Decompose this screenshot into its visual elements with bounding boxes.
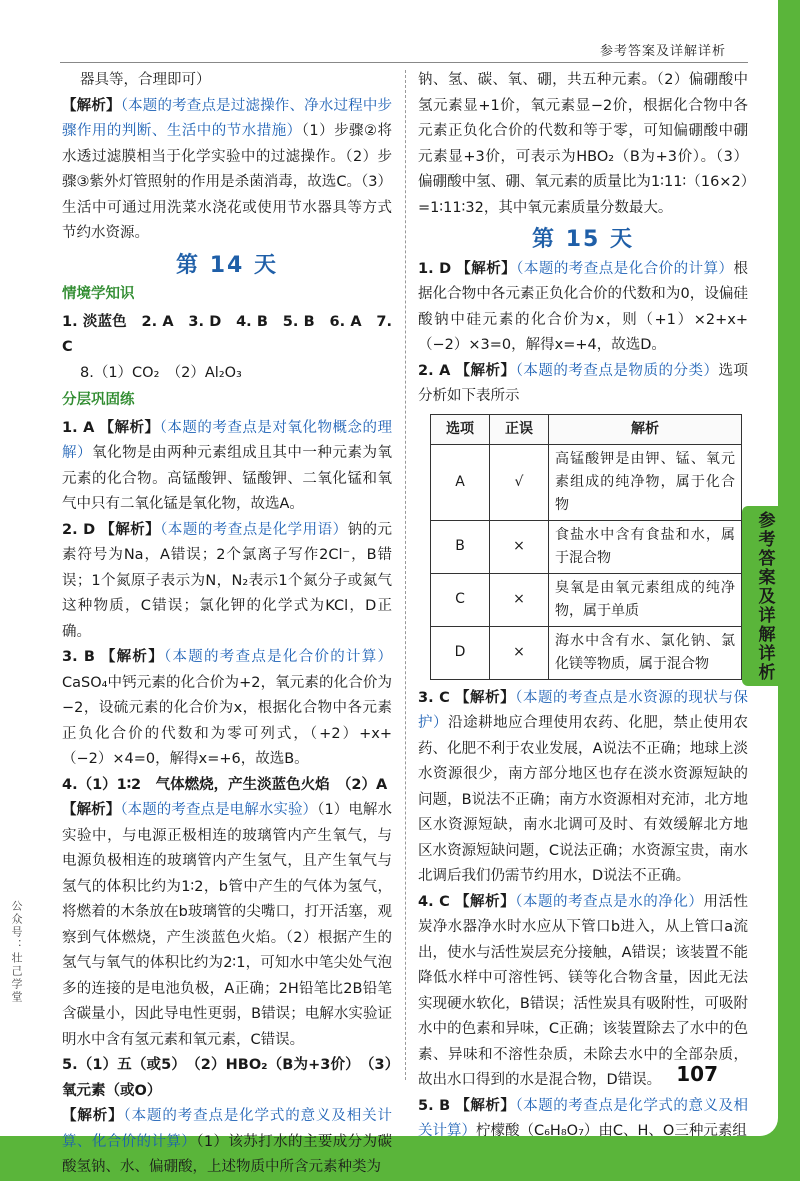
question-5-answer: 5.（1）五（或5） （2）HBO₂（B为+3价） （3）氧元素（或O）	[62, 1057, 392, 1099]
analysis-text: 沿途耕地应合理使用农药、化肥，禁止使用农药、化肥不利于农业发展，A说法不正确；地球上淡水资源很少，南方部分地区也存在淡水资源短缺的问题，B说法不正确；南方水资源相对充沛，北方地区水资源短缺，南水北调可及时、有效缓解北方地区水资源短缺问题，C说法正确；水资源宝贵，南水北调后我们仍需节约用水，D说法不正确。	[418, 715, 749, 884]
key-point: （本题的考查点是化学式的意义及相关计算）	[418, 1097, 749, 1139]
question-number: 3. C	[418, 689, 450, 706]
question-number: 1. D	[418, 260, 452, 277]
analysis-text: 氧化物是由两种元素组成且其中一种元素为氧元素的化合物。高锰酸钾、锰酸钾、二氧化锰和氧气中只有二氧化锰是氧化物，故选A。	[62, 445, 393, 512]
question-number: 3. B	[62, 649, 95, 665]
continued-text: 器具等，合理即可）	[80, 72, 211, 88]
key-point: （本题的考查点是化合价的计算）	[163, 649, 393, 665]
table-row	[431, 444, 742, 520]
header-rule	[60, 62, 748, 63]
analysis-tag: 【解析】	[455, 1097, 516, 1114]
key-point: （本题的考查点是过滤操作、净水过程中步骤作用的判断、生活中的节水措施）	[62, 97, 393, 139]
question-1	[418, 257, 748, 359]
question-5	[418, 1094, 748, 1145]
column-divider	[405, 70, 406, 1080]
analysis-text: CaSO₄中钙元素的化合价为+2，氧元素的化合价为−2，设硫元素的化合价为x，根据化合物中各元素正负化合价的代数和为零可列式，（+2）+x+（−2）×4=0，解得x=+6，故选B。	[62, 674, 392, 767]
table-header-row	[431, 414, 742, 444]
day-15-title: 第 15 天	[532, 227, 634, 252]
analysis-tag: 【解析】	[455, 362, 516, 379]
table-row	[431, 626, 742, 679]
key-point: （本题的考查点是物质的分类）	[515, 362, 719, 379]
analysis-text: 选项分析如下表所示	[418, 362, 749, 404]
table-row	[431, 573, 742, 626]
watermark: 公众号：壮己学堂	[10, 900, 23, 1004]
key-point: （本题的考查点是化合价的计算）	[516, 260, 734, 277]
analysis-tag: 【解析】	[100, 649, 164, 665]
table-cell: D	[431, 626, 490, 679]
answer-8: 8.（1）CO₂ （2）Al₂O₃	[80, 364, 242, 381]
analysis-tag: 【解析】	[454, 893, 516, 910]
page-header: 参考答案及详解详析	[599, 44, 726, 59]
table-header: 选项	[431, 414, 490, 444]
section-situational: 情境学知识	[62, 286, 135, 302]
side-tab-label: 参考答案及详解详析	[754, 510, 775, 682]
question-number: 5. B	[418, 1097, 451, 1114]
analysis-table	[430, 414, 742, 680]
table-cell: C	[431, 573, 490, 626]
analysis-text: 柠檬酸（C₆H₈O₇）由C、H、O三种元素组	[476, 1123, 747, 1139]
analysis-text: 用活性炭净水器净水时水应从下管口b进入，从上管口a流出，使水与活性炭层充分接触，A错误；该装置不能降低水样中可溶性钙、镁等化合物含量，因此无法实现硬水软化，B错误；活性炭具有吸附性，可吸附水中的色素和异味，C正确；该装置除去了水中的色素、异味和不溶性杂质，未除去水中的全部杂质，故出水口得到的水是混合物，D错误。	[418, 893, 749, 1088]
day-14-title: 第 14 天	[176, 252, 278, 278]
key-point: （本题的考查点是对氧化物概念的理解）	[62, 419, 393, 461]
table-cell: 臭氧是由氧元素组成的纯净物，属于单质	[549, 573, 742, 626]
question-number: 2. A	[418, 362, 451, 379]
table-header: 正误	[490, 414, 549, 444]
key-point: （本题的考查点是水资源的现状与保护）	[418, 689, 749, 731]
analysis-tag: 【解析】	[62, 97, 121, 114]
question-2	[418, 359, 748, 410]
table-cell: ×	[490, 573, 549, 626]
question-number: 4. C	[418, 893, 450, 910]
table-header: 解析	[549, 414, 742, 444]
question-number: 2. D	[62, 521, 96, 538]
key-point: （本题的考查点是化学用语）	[160, 521, 348, 538]
answers-line: 1. 淡蓝色 2. A 3. D 4. B 5. B 6. A 7. C	[62, 313, 392, 355]
continued-text: 钠、氢、碳、氧、硼，共五种元素。（2）偏硼酸中氢元素显+1价，氧元素显−2价，根据化合物中各元素正负化合价的代数和等于零，可知偏硼酸中硼元素显+3价，可表示为HBO₂（B为+3价）。（3）偏硼酸中氢、硼、氧元素的质量比为1∶11∶（16×2）=1∶11∶32，其中氧元素质量分数最大。	[418, 72, 748, 216]
left-column	[62, 68, 392, 1181]
table-cell: 高锰酸钾是由钾、锰、氧元素组成的纯净物，属于化合物	[549, 444, 742, 520]
table-cell: √	[490, 444, 549, 520]
question-number: 1. A	[62, 419, 95, 436]
key-point: （本题的考查点是化学式的意义及相关计算、化合价的计算）	[62, 1108, 393, 1150]
analysis-text: （1）步骤②将水透过滤膜相当于化学实验中的过滤操作。（2）步骤③紫外灯管照射的作用是杀菌消毒，故选C。（3）生活中可通过用洗菜水浇花或使用节水器具等方式节约水资源。	[62, 123, 392, 241]
page-number: 107	[676, 1062, 718, 1086]
right-column	[418, 68, 748, 1145]
table-cell: B	[431, 520, 490, 573]
analysis-tag: 【解析】	[99, 419, 160, 436]
question-1	[62, 416, 392, 518]
analysis-text: 钠的元素符号为Na，A错误；2个氯离子写作2Cl⁻，B错误；1个氮原子表示为N，N₂表示1个氮分子或氮气这种物质，C错误；氯化钾的化学式为KCl，D正确。	[62, 521, 393, 640]
table-cell: A	[431, 444, 490, 520]
analysis-tag: 【解析】	[454, 689, 516, 706]
question-4	[62, 798, 392, 1053]
analysis-tag: 【解析】	[62, 802, 121, 818]
analysis-block	[62, 94, 392, 247]
question-2	[62, 518, 392, 646]
analysis-text: 根据化合物中各元素正负化合价的代数和为0，设偏硅酸钠中硅元素的化合价为x，则（+1）×2+x+（−2）×3=0，解得x=+4，故选D。	[418, 260, 749, 353]
section-layered-practice: 分层巩固练	[62, 392, 135, 408]
question-4-answer: 4.（1）1∶2 气体燃烧，产生淡蓝色火焰 （2）A	[62, 776, 388, 793]
table-row	[431, 520, 742, 573]
table-cell: ×	[490, 520, 549, 573]
key-point: （本题的考查点是电解水实验）	[120, 802, 318, 818]
table-cell: 食盐水中含有食盐和水，属于混合物	[549, 520, 742, 573]
analysis-tag: 【解析】	[100, 521, 161, 538]
table-cell: ×	[490, 626, 549, 679]
analysis-tag: 【解析】	[456, 260, 517, 277]
question-3	[418, 686, 748, 890]
table-cell: 海水中含有水、氯化钠、氯化镁等物质，属于混合物	[549, 626, 742, 679]
side-tab	[742, 506, 788, 686]
key-point: （本题的考查点是水的净化）	[515, 893, 704, 910]
analysis-tag: 【解析】	[62, 1108, 124, 1124]
analysis-text: （1）电解水实验中，与电源正极相连的玻璃管内产生氧气，与电源负极相连的玻璃管内产生氢气，且产生氧气与氢气的体积比约为1∶2，b管中产生的气体为氢气，将燃着的木条放在b玻璃管的尖嘴口，打开活塞，观察到气体燃烧，产生淡蓝色火焰。（2）根据产生的氢气与氧气的体积比约为2∶1，可知水中笔尖处气泡多的连接的是电池负极，A正确；2H铅笔比2B铅笔含碳量小，因此导电性更弱，B错误；电解水实验证明水中含有氢元素和氧元素，C错误。	[62, 802, 392, 1048]
question-3	[62, 645, 392, 773]
analysis-text: （1）该苏打水的主要成分为碳酸氢钠、水、偏硼酸，上述物质中所含元素种类为	[62, 1133, 392, 1175]
question-5	[62, 1104, 392, 1181]
